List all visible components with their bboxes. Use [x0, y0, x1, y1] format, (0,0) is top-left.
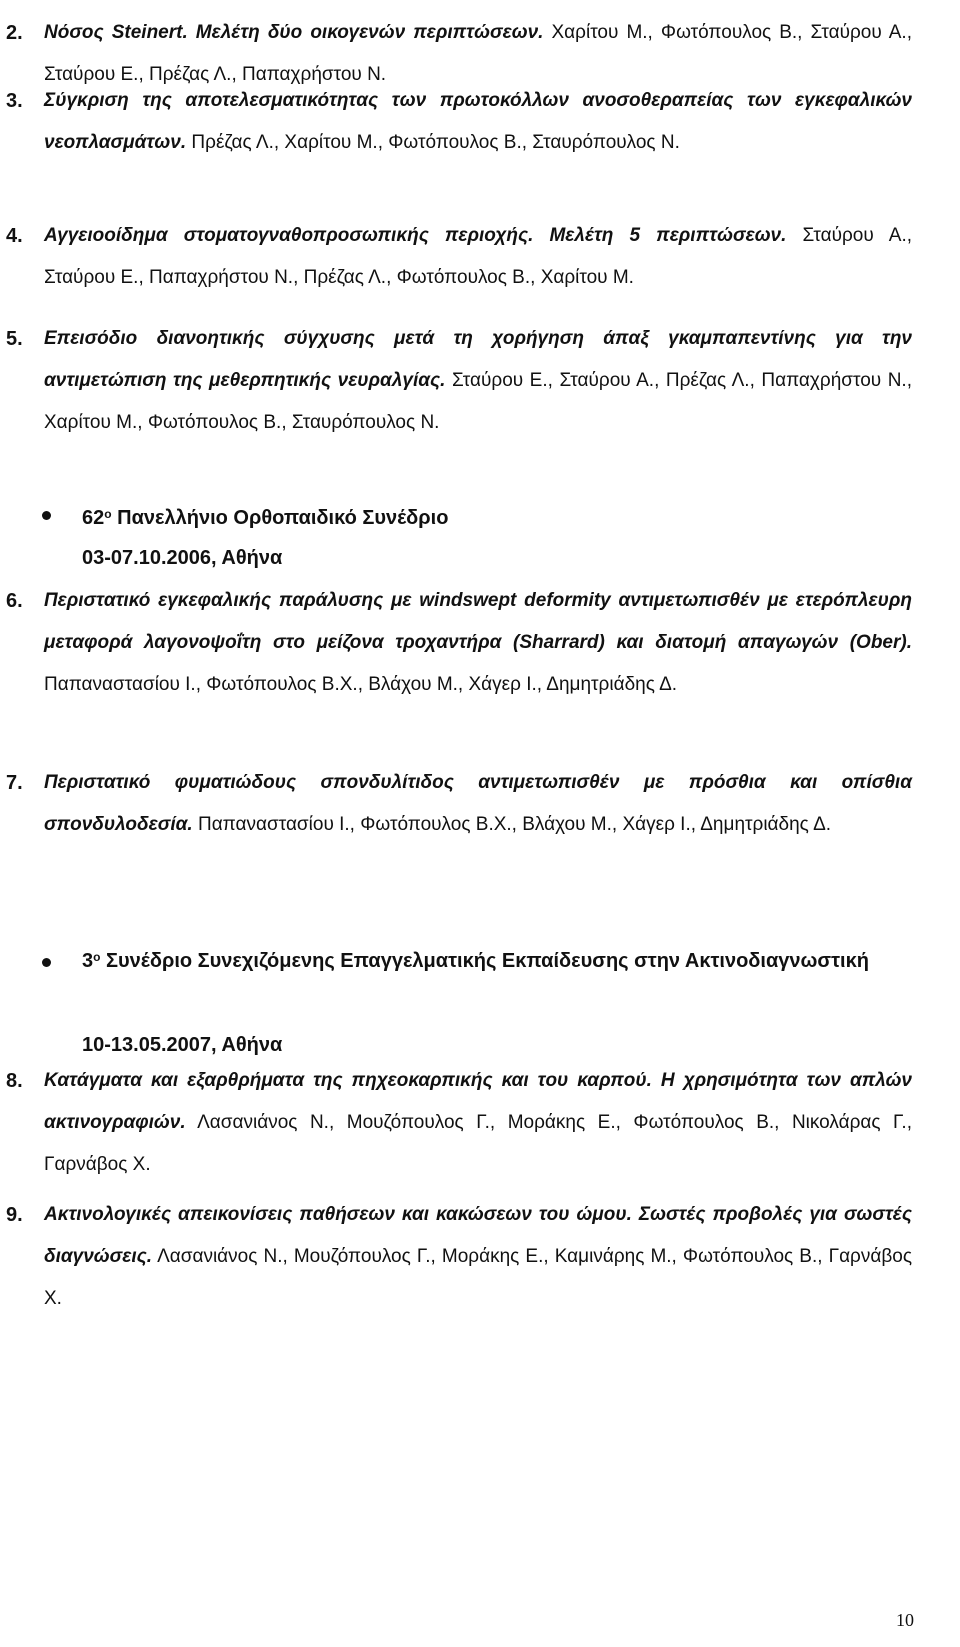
- entry-authors: Σταύρου Ε., Σταύρου Α., Πρέζας Λ., Παπαχρήστου Ν., Χαρίτου Μ., Φωτόπουλος Β., Σταυρόπουλος Ν.: [44, 370, 912, 433]
- entry-authors: Λασανιάνος Ν., Μουζόπουλος Γ., Μοράκης Ε., Φωτόπουλος Β., Νικολάρας Γ., Γαρνάβος Χ.: [44, 1112, 912, 1175]
- entry-number: 4.: [6, 225, 23, 247]
- entry-text: [44, 762, 912, 846]
- entry-text: [44, 1060, 912, 1186]
- conference-name: Πανελλήνιο Ορθοπαιδικό Συνέδριο: [111, 507, 449, 529]
- entry-title-end: .: [187, 814, 193, 835]
- entry-title-end: .: [538, 22, 544, 43]
- entry-authors: Παπαναστασίου Ι., Φωτόπουλος Β.Χ., Βλάχου Μ., Χάγερ Ι., Δημητριάδης Δ.: [44, 674, 678, 695]
- entry-number: 6.: [6, 590, 23, 612]
- entry-authors: Χαρίτου Μ., Φωτόπουλος Β., Σταύρου Α., Σταύρου Ε., Πρέζας Λ., Παπαχρήστου Ν.: [44, 22, 912, 85]
- conference-ordinal-sup: ο: [104, 507, 112, 521]
- entry-number: 8.: [6, 1070, 23, 1092]
- conference-ordinal-sup: ο: [93, 950, 101, 964]
- entry-title-end: .: [440, 370, 446, 391]
- entry-title-end: .: [781, 225, 787, 246]
- entry-number: 9.: [6, 1204, 23, 1226]
- entry-text: [44, 80, 912, 164]
- conference-ordinal: 3: [82, 950, 94, 972]
- conference-ordinal: 62: [82, 507, 105, 529]
- entry-title-end: .: [906, 632, 912, 653]
- entry-number: 2.: [6, 22, 23, 44]
- entry-text: [44, 1194, 912, 1320]
- entry-title: Νόσος Steinert. Μελέτη δύο οικογενών περιπτώσεων: [44, 22, 539, 43]
- conference-title: [82, 497, 912, 539]
- entry-authors: Πρέζας Λ., Χαρίτου Μ., Φωτόπουλος Β., Σταυρόπουλος Ν.: [186, 132, 680, 153]
- entry-number: 3.: [6, 90, 23, 112]
- entry-number: 5.: [6, 328, 23, 350]
- entry-title-end: .: [146, 1246, 153, 1267]
- entry-title: Ακτινολογικές απεικονίσεις παθήσεων και κακώσεων του ώμου. Σωστές προβολές για σωστές διαγνώσεις: [44, 1204, 912, 1267]
- entry-title: Επεισόδιο διανοητικής σύγχυσης μετά τη χορήγηση άπαξ γκαμπαπεντίνης για την αντιμετώπιση της μεθερπητικής νευραλγίας: [44, 328, 912, 391]
- conference-date-place: 03-07.10.2006, Αθήνα: [82, 547, 283, 569]
- conference-title: [82, 940, 912, 982]
- conference-name: Συνέδριο Συνεχιζόμενης Επαγγελματικής Εκπαίδευσης στην Ακτινοδιαγνωστική: [100, 950, 869, 972]
- entry-title: Περιστατικό φυματιώδους σπονδυλίτιδος αντιμετωπισθέν με πρόσθια και οπίσθια σπονδυλοδεσία: [44, 772, 912, 835]
- entry-title: Περιστατικό εγκεφαλικής παράλυσης με windswept deformity αντιμετωπισθέν με ετερόπλευρη μεταφορά λαγονοψοΐτη στο μείζονα τροχαντήρα (Sharrard) και διατομή απαγωγών (Ober): [44, 590, 912, 653]
- bullet-icon: [42, 511, 51, 520]
- entry-number: 7.: [6, 772, 23, 794]
- entry-text: [44, 580, 912, 706]
- entry-text: [44, 318, 912, 444]
- entry-title: Κατάγματα και εξαρθρήματα της πηχεοκαρπικής και του καρπού. Η χρησιμότητα των απλών ακτινογραφιών: [44, 1070, 912, 1133]
- entry-text: [44, 215, 912, 299]
- entry-title-end: .: [180, 1112, 186, 1133]
- entry-authors: Σταύρου Α., Σταύρου Ε., Παπαχρήστου Ν., Πρέζας Λ., Φωτόπουλος Β., Χαρίτου Μ.: [44, 225, 913, 288]
- entry-title: Σύγκριση της αποτελεσματικότητας των πρωτοκόλλων ανοσοθεραπείας των εγκεφαλικών νεοπλασμάτων: [44, 90, 912, 153]
- page-number: 10: [896, 1610, 914, 1630]
- conference-date-place: 10-13.05.2007, Αθήνα: [82, 1034, 283, 1056]
- bullet-icon: [42, 958, 51, 967]
- entry-title-end: .: [180, 132, 187, 153]
- entry-authors: Λασανιάνος Ν., Μουζόπουλος Γ., Μοράκης Ε., Καμινάρης Μ., Φωτόπουλος Β., Γαρνάβος Χ.: [44, 1246, 912, 1309]
- entry-title: Αγγειοοίδημα στοματογναθοπροσωπικής περιοχής. Μελέτη 5 περιπτώσεων: [44, 225, 782, 246]
- entry-authors: Παπαναστασίου Ι., Φωτόπουλος Β.Χ., Βλάχου Μ., Χάγερ Ι., Δημητριάδης Δ.: [192, 814, 832, 835]
